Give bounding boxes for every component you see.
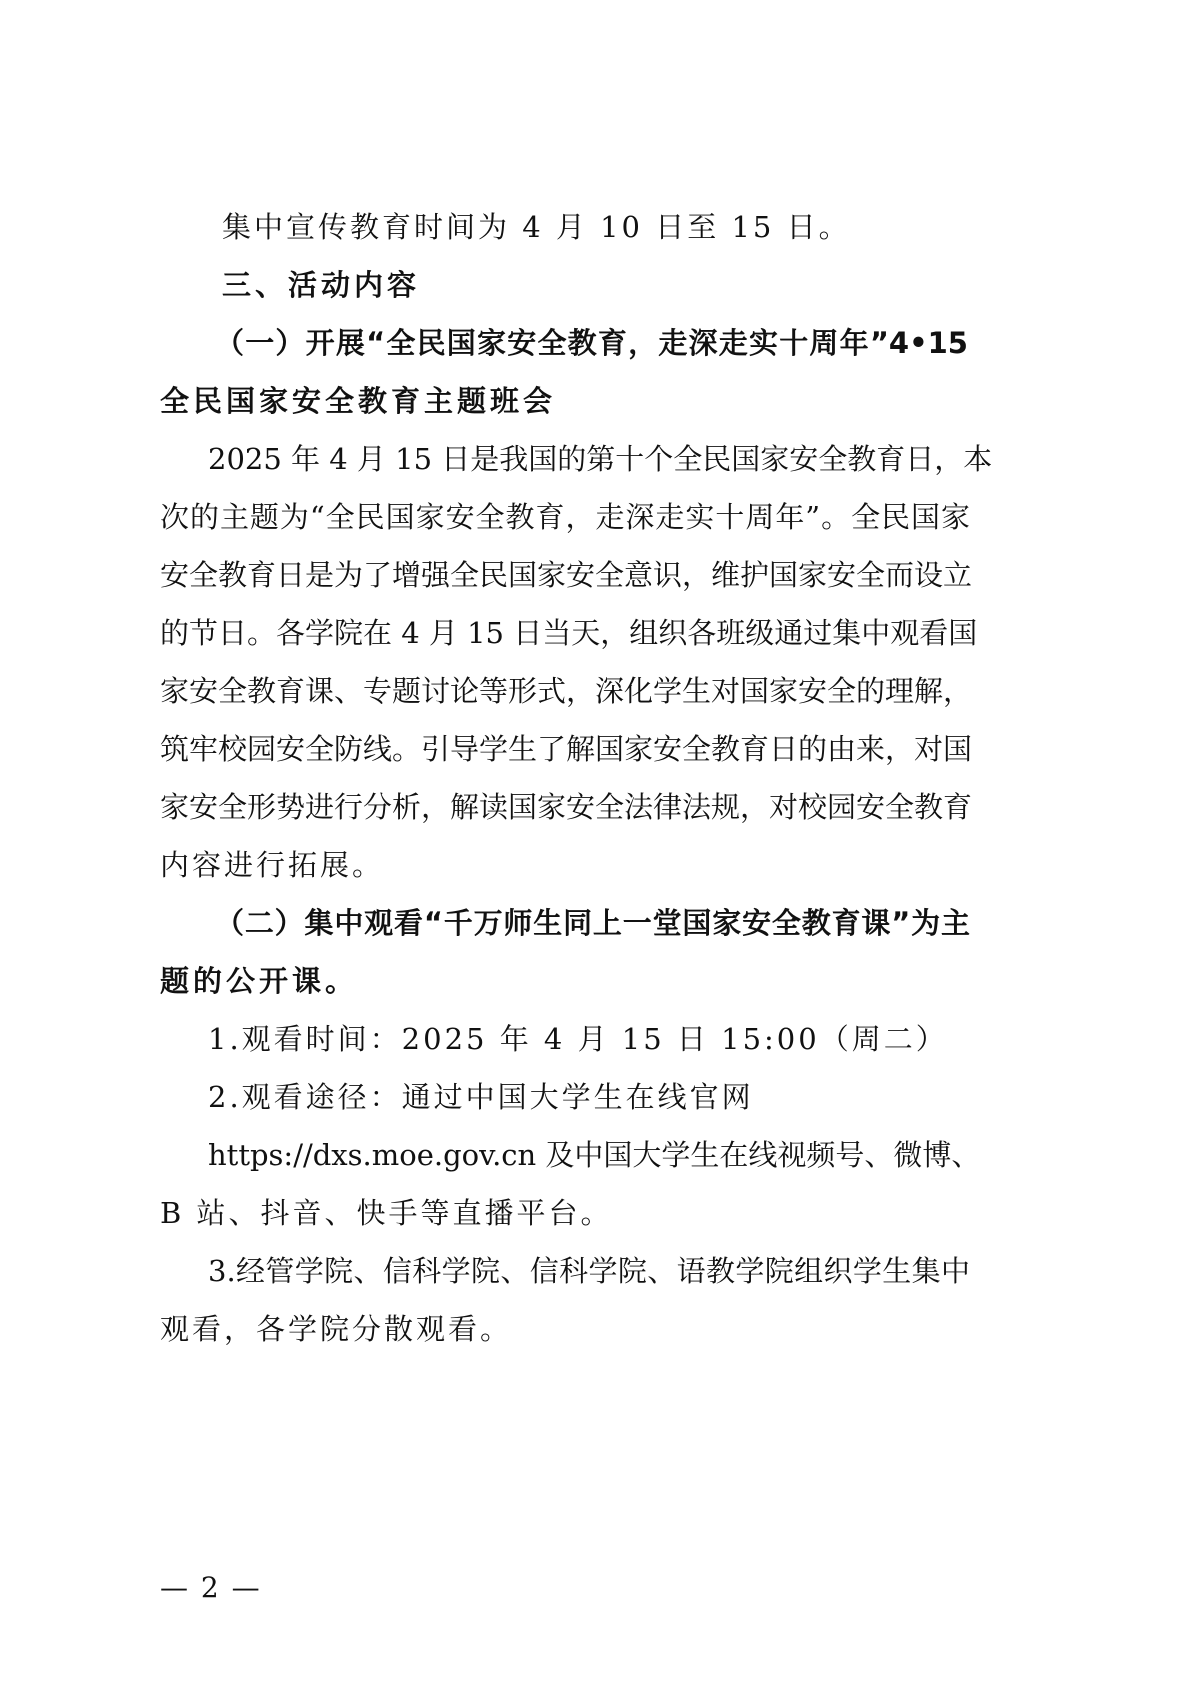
paragraph-time: 集中宣传教育时间为 4 月 10 日至 15 日。 <box>222 210 851 244</box>
list-item-2-line-1: 2.观看途径：通过中国大学生在线官网 <box>208 1080 754 1114</box>
paragraph-1-line-7: 家安全形势进行分析，解读国家安全法律法规，对校园安全教育 <box>160 790 973 824</box>
paragraph-1-line-1: 2025 年 4 月 15 日是我国的第十个全民国家安全教育日，本 <box>208 442 993 476</box>
list-item-2-line-2: https://dxs.moe.gov.cn 及中国大学生在线视频号、微博、 <box>208 1138 981 1172</box>
list-item-1: 1.观看时间：2025 年 4 月 15 日 15:00（周二） <box>208 1022 948 1056</box>
paragraph-1-line-2: 次的主题为“全民国家安全教育，走深走实十周年”。全民国家 <box>160 500 970 534</box>
list-item-3-line-1: 3.经管学院、信科学院、信科学院、语教学院组织学生集中 <box>208 1254 970 1288</box>
paragraph-1-line-3: 安全教育日是为了增强全民国家安全意识，维护国家安全而设立 <box>160 558 973 592</box>
paragraph-1-line-4: 的节日。各学院在 4 月 15 日当天，组织各班级通过集中观看国 <box>160 616 978 650</box>
page-number: — 2 — <box>160 1571 262 1604</box>
subheading-1-line-1: （一）开展“全民国家安全教育，走深走实十周年”4•15 <box>215 326 968 360</box>
subheading-2-line-2: 题的公开课。 <box>160 964 359 998</box>
subheading-1-line-2: 全民国家安全教育主题班会 <box>160 384 557 418</box>
paragraph-1-line-6: 筑牢校园安全防线。引导学生了解国家安全教育日的由来，对国 <box>160 732 973 766</box>
subheading-2-line-1: （二）集中观看“千万师生同上一堂国家安全教育课”为主 <box>215 906 970 940</box>
paragraph-1-line-5: 家安全教育课、专题讨论等形式，深化学生对国家安全的理解， <box>160 674 973 708</box>
list-item-3-line-2: 观看，各学院分散观看。 <box>160 1312 513 1346</box>
section-heading-activities: 三、活动内容 <box>222 268 421 302</box>
list-item-2-line-3: B 站、抖音、快手等直播平台。 <box>160 1196 613 1230</box>
paragraph-1-line-8: 内容进行拓展。 <box>160 848 385 882</box>
